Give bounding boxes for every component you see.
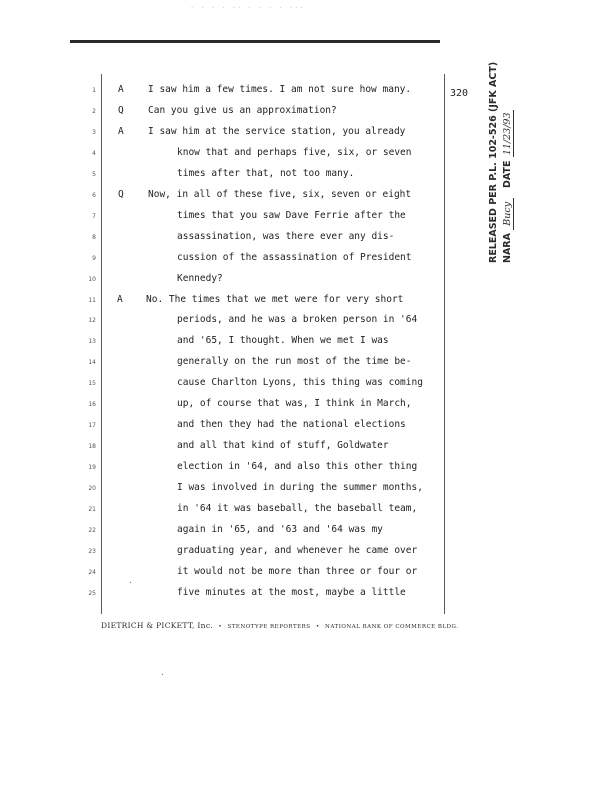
transcript-line	[0, 103, 612, 124]
transcript-line	[0, 459, 612, 480]
transcript-line	[0, 564, 612, 585]
line-number: 21	[88, 506, 96, 513]
line-text: cussion of the assassination of President	[177, 251, 412, 263]
line-number: 10	[88, 275, 96, 283]
line-text: I was involved in during the summer months,	[177, 482, 423, 494]
stray-mark: ·	[128, 578, 133, 587]
transcript-line	[0, 396, 612, 417]
line-text: I saw him at the service station, you already	[148, 125, 406, 137]
release-stamp	[487, 62, 515, 263]
line-text: and then they had the national elections	[177, 419, 406, 431]
transcript-line	[0, 375, 612, 396]
line-number: 16	[88, 401, 96, 409]
speaker-label: Q	[118, 188, 124, 200]
line-number: 20	[88, 485, 96, 493]
line-text: and all that kind of stuff, Goldwater	[177, 440, 389, 452]
stamp-date-label: DATE	[502, 160, 513, 188]
line-text: Now, in all of these five, six, seven or eight	[148, 188, 412, 200]
stamp-date-value: 11/23/93	[502, 112, 513, 156]
line-number: 5	[92, 170, 96, 178]
line-text: cause Charlton Lyons, this thing was coming	[177, 377, 423, 389]
line-number: 13	[88, 338, 96, 346]
line-number: 1	[92, 87, 96, 94]
line-number: 3	[92, 128, 96, 136]
transcript-line	[0, 82, 612, 103]
transcript-line	[0, 145, 612, 166]
line-text: Can you give us an approximation?	[148, 104, 337, 116]
line-number: 12	[88, 317, 96, 325]
faint-header-text: · · · · ·· · · · · ···	[190, 4, 305, 12]
transcript-line	[0, 208, 612, 229]
transcript-line	[0, 585, 612, 606]
transcript-line	[0, 271, 612, 292]
footer-service: STENOTYPE REPORTERS	[227, 624, 311, 630]
footer-separator: •	[315, 624, 320, 630]
transcript-line	[0, 543, 612, 564]
line-number: 9	[92, 254, 96, 262]
transcript-line	[0, 333, 612, 354]
line-text: generally on the run most of the time be-	[177, 356, 412, 368]
transcript-line	[0, 292, 612, 313]
line-number: 15	[88, 380, 96, 388]
transcript-line	[0, 250, 612, 271]
stamp-nara-signature: Bucy	[502, 198, 514, 230]
line-text: in '64 it was baseball, the baseball team,	[177, 503, 418, 514]
line-number: 14	[88, 359, 96, 367]
stamp-released-line: RELEASED PER P.L. 102-526 (JFK ACT)	[488, 61, 499, 263]
top-rule	[70, 40, 440, 43]
line-number: 4	[92, 149, 96, 157]
speaker-label: A	[118, 84, 124, 95]
line-text: it would not be more than three or four or	[177, 565, 418, 577]
transcript-line	[0, 124, 612, 145]
line-text: periods, and he was a broken person in '64	[177, 314, 418, 326]
speaker-label: Q	[118, 104, 124, 116]
line-text: up, of course that was, I think in March,	[177, 398, 412, 410]
line-number: 8	[92, 233, 96, 241]
page-number: 320	[450, 88, 469, 99]
line-number: 23	[88, 547, 96, 555]
line-text: times after that, not too many.	[177, 167, 355, 179]
stray-mark: ·	[160, 670, 165, 679]
line-text: know that and perhaps five, six, or seven	[177, 146, 412, 158]
stamp-signature-line	[501, 62, 515, 263]
line-number: 7	[92, 212, 96, 220]
reporter-footer	[101, 621, 458, 630]
line-number: 11	[88, 296, 96, 304]
line-text: Kennedy?	[177, 272, 223, 284]
line-number: 17	[88, 422, 96, 430]
line-number: 6	[92, 191, 96, 199]
line-text: again in '65, and '63 and '64 was my	[177, 523, 383, 535]
transcript-line	[0, 312, 612, 333]
transcript-line	[0, 480, 612, 501]
footer-firm: DIETRICH & PICKETT, Inc.	[101, 621, 213, 630]
line-text: No. The times that we met were for very short	[146, 293, 404, 305]
transcript-line	[0, 354, 612, 375]
speaker-label: A	[117, 293, 123, 305]
line-number: 25	[88, 589, 96, 597]
line-number: 2	[92, 107, 96, 115]
line-text: and '65, I thought. When we met I was	[177, 335, 389, 347]
stamp-nara-label: NARA	[502, 233, 513, 263]
transcript-line	[0, 187, 612, 208]
transcript-line	[0, 501, 612, 522]
line-text: graduating year, and whenever he came over	[177, 544, 418, 556]
line-number: 18	[88, 443, 96, 451]
line-number: 22	[88, 526, 96, 534]
line-text: times that you saw Dave Ferrie after the	[177, 209, 406, 221]
transcript-line	[0, 438, 612, 459]
line-text: election in '64, and also this other thing	[177, 461, 418, 473]
transcript-line	[0, 522, 612, 543]
line-number: 24	[88, 568, 96, 576]
transcript-line	[0, 417, 612, 438]
transcript-line	[0, 166, 612, 187]
line-text: five minutes at the most, maybe a little	[177, 586, 406, 598]
footer-address: NATIONAL BANK OF COMMERCE BLDG.	[325, 624, 459, 630]
line-text: assassination, was there ever any dis-	[177, 230, 395, 242]
line-number: 19	[88, 464, 96, 472]
line-text: I saw him a few times. I am not sure how many.	[148, 84, 412, 95]
speaker-label: A	[118, 125, 124, 137]
transcript-line	[0, 229, 612, 250]
footer-separator: •	[218, 624, 223, 630]
